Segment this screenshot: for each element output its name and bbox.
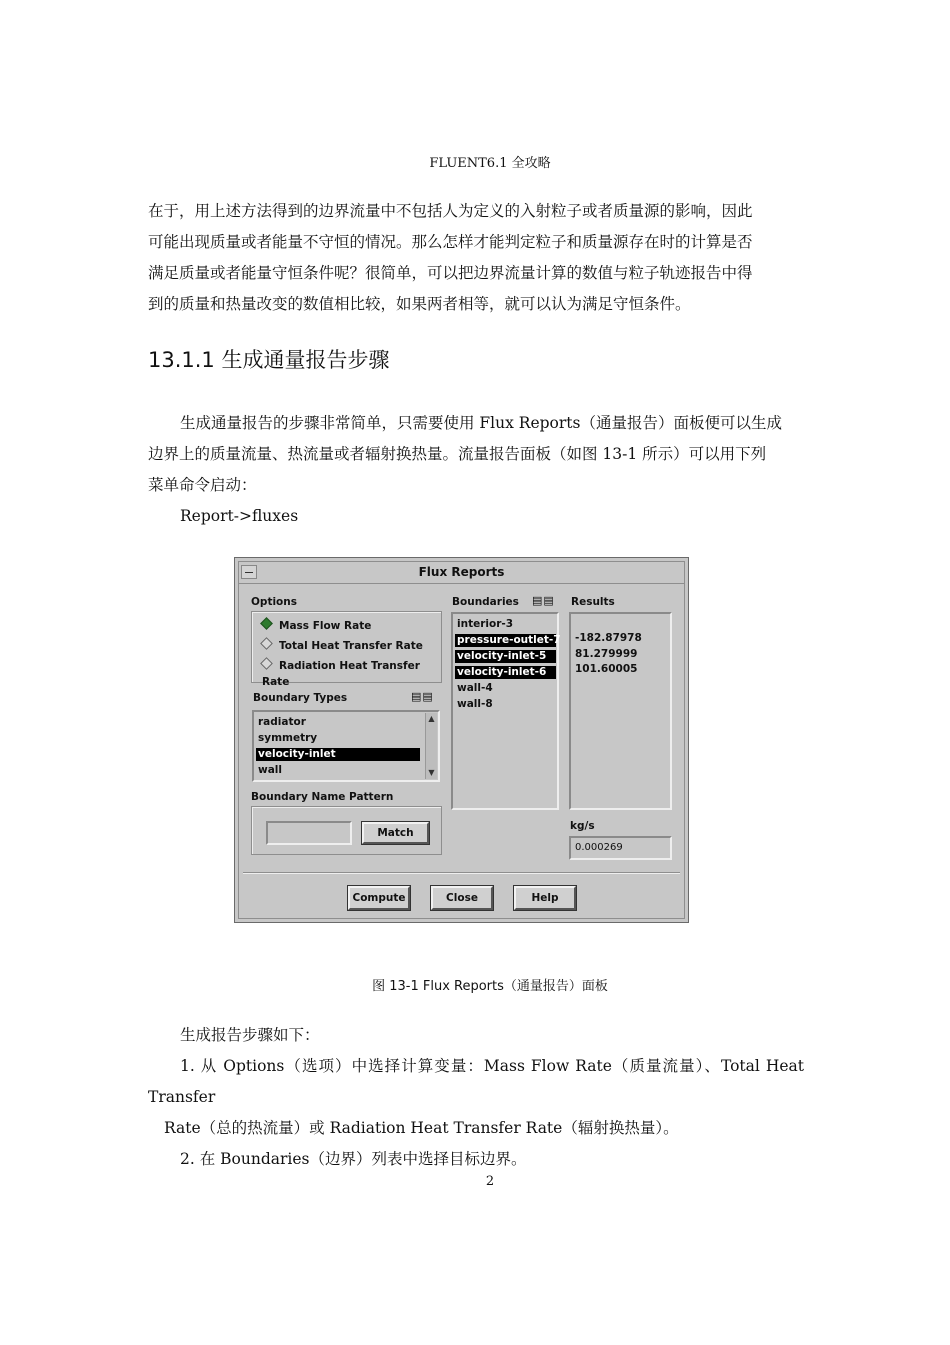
result-value: 81.279999: [575, 647, 638, 660]
list-item-selected[interactable]: velocity-inlet-6: [455, 666, 556, 679]
step-1-continued: Rate（总的热流量）或 Radiation Heat Transfer Rate（辐射换热量）。: [164, 1119, 679, 1137]
procedure-line: 生成通量报告的步骤非常简单，只需要使用 Flux Reports（通量报告）面板便可以生成: [180, 414, 782, 432]
match-button[interactable]: Match: [362, 822, 429, 844]
compute-button-frame: [347, 885, 411, 911]
compute-button[interactable]: Compute: [348, 886, 410, 910]
option-total-heat-transfer-rate[interactable]: Total Heat Transfer Rate: [262, 638, 423, 654]
boundary-types-list[interactable]: [252, 710, 440, 782]
match-button-frame: [361, 821, 430, 845]
flux-reports-dialog: [234, 557, 689, 923]
option-radiation-heat-transfer-rate[interactable]: Radiation Heat Transfer Rate: [262, 658, 441, 674]
results-label: Results: [571, 596, 615, 608]
intro-paragraph: [148, 196, 804, 320]
scroll-up-icon[interactable]: ▲: [428, 714, 435, 723]
pattern-group: [251, 806, 442, 855]
list-item[interactable]: wall-8: [457, 698, 493, 710]
list-item-selected[interactable]: velocity-inlet-5: [455, 650, 556, 663]
dialog-titlebar: [239, 562, 684, 584]
list-item[interactable]: symmetry: [258, 732, 318, 744]
section-heading: 13.1.1 生成通量报告步骤: [148, 348, 390, 372]
list-item[interactable]: wall-4: [457, 682, 493, 694]
list-item[interactable]: radiator: [258, 716, 306, 728]
menu-command: Report->fluxes: [180, 507, 299, 525]
select-all-icon[interactable]: ▤▤: [411, 690, 434, 703]
window-menu-icon[interactable]: [241, 565, 257, 579]
scrollbar[interactable]: [425, 713, 437, 779]
options-label: Options: [251, 596, 297, 608]
figure-caption: 图 13-1 Flux Reports（通量报告）面板: [372, 979, 608, 994]
result-value: -182.87978: [575, 632, 642, 644]
close-button[interactable]: Close: [431, 886, 493, 910]
close-button-frame: [430, 885, 494, 911]
boundary-types-label: Boundary Types: [253, 692, 348, 704]
help-button-frame: [513, 885, 577, 911]
procedure-line: 菜单命令启动：: [148, 476, 257, 494]
procedure-line: 边界上的质量流量、热流量或者辐射换热量。流量报告面板（如图 13-1 所示）可以用下列: [148, 445, 767, 463]
option-mass-flow-rate[interactable]: Mass Flow Rate: [262, 618, 371, 634]
page-number: 2: [485, 1174, 495, 1189]
list-item-selected[interactable]: velocity-inlet: [256, 748, 420, 761]
scroll-down-icon[interactable]: ▼: [428, 768, 435, 777]
step-1: 1. 从 Options（选项）中选择计算变量：Mass Flow Rate（质量流量）、Total Heat Transfer: [148, 1057, 804, 1106]
steps-intro: 生成报告步骤如下：: [180, 1026, 320, 1044]
divider: [243, 872, 680, 874]
options-group: [251, 611, 442, 688]
boundaries-label: Boundaries: [452, 596, 519, 608]
results-box: [569, 612, 672, 810]
intro-line: 到的质量和热量改变的数值相比较，如果两者相等，就可以认为满足守恒条件。: [148, 295, 691, 313]
list-item-selected[interactable]: pressure-outlet-7: [457, 634, 561, 646]
intro-line: 可能出现质量或者能量不守恒的情况。那么怎样才能判定粒子和质量源存在时的计算是否: [148, 233, 753, 251]
radio-selected-icon: [260, 617, 273, 630]
radio-icon: [260, 637, 273, 650]
intro-line: 满足质量或者能量守恒条件呢？很简单，可以把边界流量计算的数值与粒子轨迹报告中得: [148, 264, 753, 282]
units-label: kg/s: [570, 820, 595, 832]
net-result-field: 0.000269: [569, 836, 672, 860]
select-all-icon[interactable]: ▤▤: [532, 594, 555, 607]
procedure-paragraph: [148, 408, 804, 532]
dialog-title: Flux Reports: [418, 565, 505, 579]
help-button[interactable]: Help: [514, 886, 576, 910]
boundaries-list[interactable]: [451, 612, 559, 810]
pattern-input[interactable]: [266, 821, 352, 845]
steps-section: [148, 1020, 804, 1175]
list-item[interactable]: interior-3: [457, 618, 514, 630]
list-item[interactable]: wall: [258, 764, 282, 776]
step-2: 2. 在 Boundaries（边界）列表中选择目标边界。: [180, 1150, 527, 1168]
page-header: FLUENT6.1 全攻略: [429, 156, 551, 171]
result-value: 101.60005: [575, 663, 638, 675]
radio-icon: [260, 657, 273, 670]
pattern-label: Boundary Name Pattern: [251, 791, 394, 803]
intro-line: 在于，用上述方法得到的边界流量中不包括人为定义的入射粒子或者质量源的影响，因此: [148, 202, 753, 220]
